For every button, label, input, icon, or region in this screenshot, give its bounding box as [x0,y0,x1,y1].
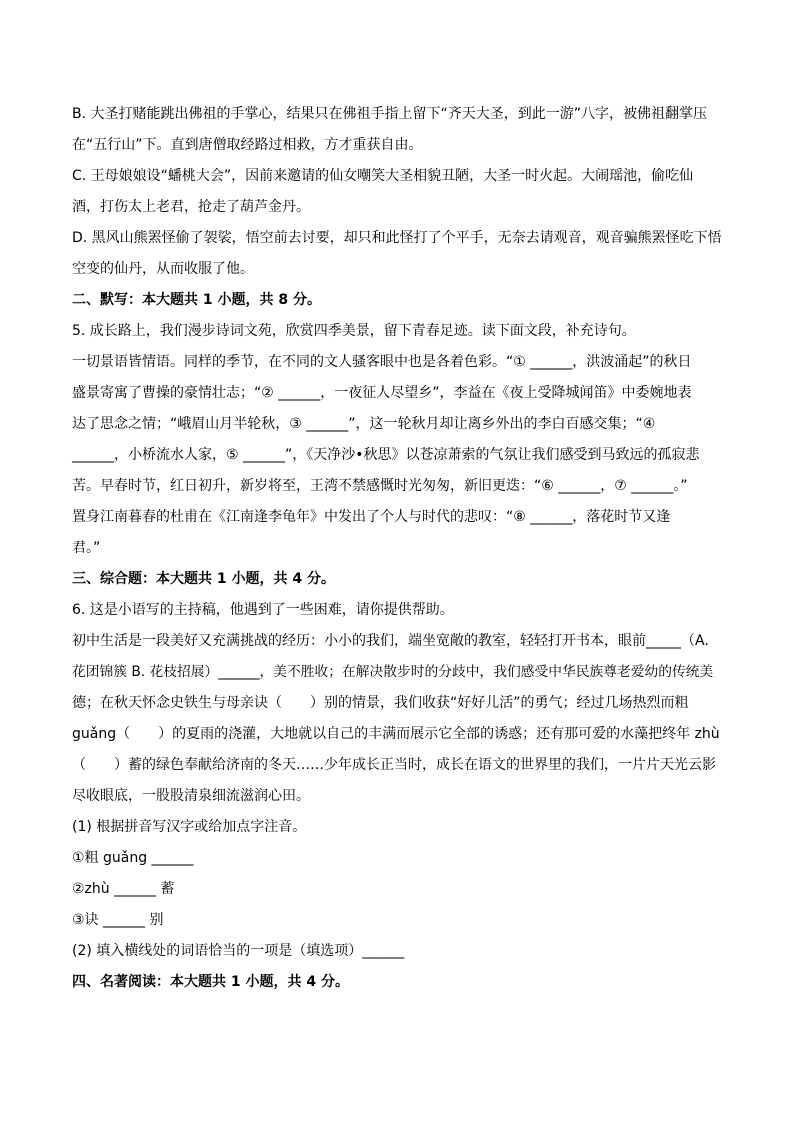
text-line: 置身江南暮春的杜甫在《江南逢李龟年》中发出了个人与时代的悲叹：“⑧ ______，落花时节又逢 [72,509,671,525]
text-line: C. 王母娘娘设“蟠桃大会”，因前来邀请的仙女嘲笑大圣相貌丑陋，大圣一时火起。大闹瑶池，偷吃仙 [72,168,694,184]
text-line: ②zhù ______ 蓄 [72,881,175,897]
document-body [72,99,724,998]
text-line: 初中生活是一段美好又充满挑战的经历：小小的我们，端坐宽敞的教室，轻轻打开书本，眼前_____（A. [72,633,709,649]
text-line: 一切景语皆情语。同样的季节，在不同的文人骚客眼中也是各着色彩。“① ______，洪波涌起”的秋日 [72,354,692,370]
text-line: 盛景寄寓了曹操的豪情壮志；“② ______，一夜征人尽望乡”，李益在《夜上受降城闻笛》中委婉地表 [72,385,692,401]
text-line: D. 黑风山熊罴怪偷了袈裟，悟空前去讨要，却只和此怪打了个平手，无奈去请观音，观音骗熊罴怪吃下悟 [72,230,722,246]
text-line: 5. 成长路上，我们漫步诗词文苑，欣赏四季美景，留下青春足迹。读下面文段，补充诗句。 [72,323,636,339]
text-line: guǎng（ ）的夏雨的浇灌，大地就以自己的丰满而展示它全部的诱惑；还有那可爱的水藻把终年 zhù [72,726,720,742]
text-line: (1) 根据拼音写汉字或给加点字注音。 [72,819,307,835]
text-line: （ ）蓄的绿色奉献给济南的冬天……少年成长正当时，成长在语文的世界里的我们，一片片天光云影 [72,757,716,773]
text-line: 苦。早春时节，红日初升，新岁将至，王湾不禁感慨时光匆匆，新旧更迭：“⑥ ______，⑦ ______。” [72,478,688,494]
text-line: 尽收眼底，一股股清泉细流滋润心田。 [72,788,310,804]
text-line: 酒，打伤太上老君，抢走了葫芦金丹。 [72,199,310,215]
text-line: 君。” [72,540,101,556]
text-line: ③诀 ______ 别 [72,912,164,928]
section-heading: 三、综合题：本大题共 1 小题，共 4 分。 [72,571,335,587]
text-line: (2) 填入横线处的词语恰当的一项是（填选项）______ [72,943,405,959]
text-line: 空变的仙丹，从而收服了他。 [72,261,254,277]
section-heading: 四、名著阅读：本大题共 1 小题，共 4 分。 [72,974,349,990]
text-line: 德；在秋天怀念史铁生与母亲诀（ ）别的情景，我们收获“好好儿活”的勇气；经过几场热烈而粗 [72,695,689,711]
section-heading: 二、默写：本大题共 1 小题，共 8 分。 [72,292,321,308]
text-line: 达了思念之情；“峨眉山月半轮秋，③ ______”，这一轮秋月却让离乡外出的李白百感交集；“④ [72,416,656,432]
text-line: ______，小桥流水人家，⑤ ______”，《天净沙•秋思》以苍凉萧索的气氛让我们感受到马致远的孤寂悲 [72,447,700,463]
text-line: 花团锦簇 B. 花枝招展）______，美不胜收；在解决散步时的分歧中，我们感受中华民族尊老爱幼的传统美 [72,664,714,680]
text-line: B. 大圣打赌能跳出佛祖的手掌心，结果只在佛祖手指上留下“齐天大圣，到此一游”八字，被佛祖翻掌压 [72,106,708,122]
text-line: ①粗 guǎng ______ [72,850,194,866]
text-line: 在“五行山”下。直到唐僧取经路过相救，方才重获自由。 [72,137,423,153]
text-line: 6. 这是小语写的主持稿，他遇到了一些困难，请你提供帮助。 [72,602,454,618]
